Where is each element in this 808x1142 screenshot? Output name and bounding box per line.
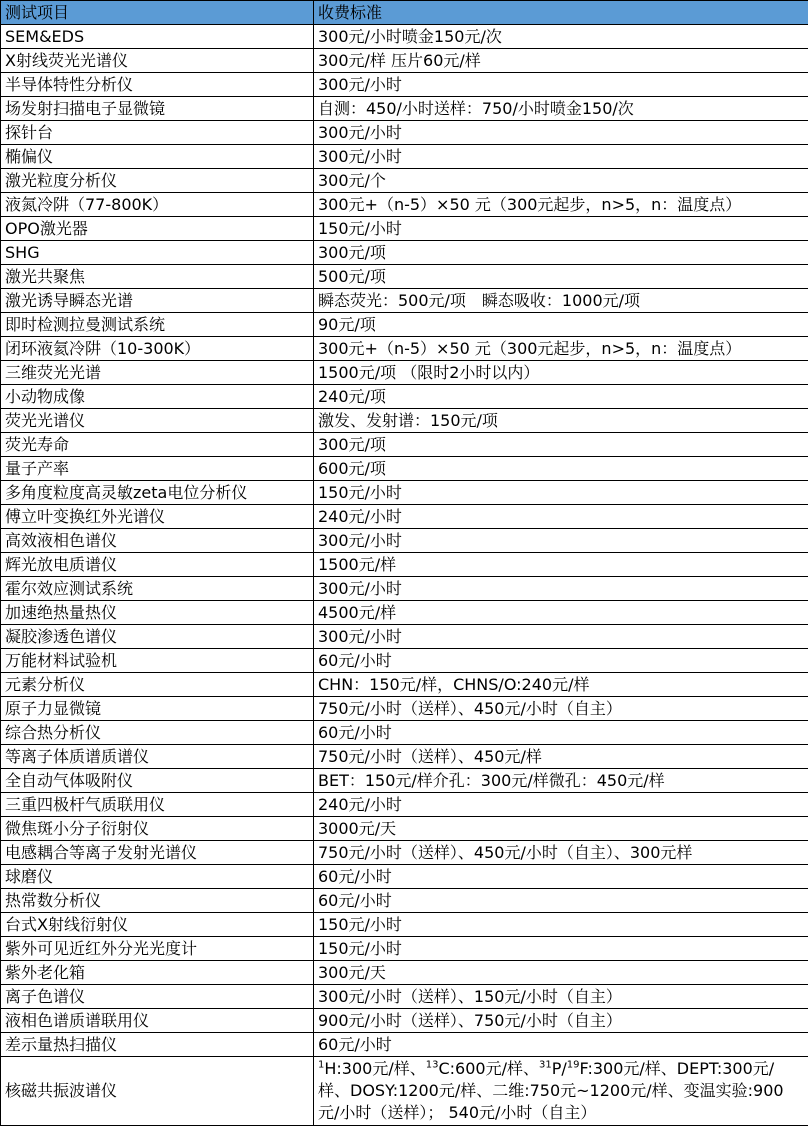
item-cell: SHG [1,241,314,265]
item-cell: 霍尔效应测试系统 [1,577,314,601]
fee-cell: 300元/小时（送样）、150元/小时（自主） [314,985,808,1009]
item-cell: 辉光放电质谱仪 [1,553,314,577]
fee-cell: 900元/小时（送样）、750元/小时（自主） [314,1009,808,1033]
item-cell: 热常数分析仪 [1,889,314,913]
fee-cell: 90元/项 [314,313,808,337]
table-row [1,1009,808,1033]
fee-cell: 60元/小时 [314,721,808,745]
item-cell: 荧光光谱仪 [1,409,314,433]
item-cell: 凝胶渗透色谱仪 [1,625,314,649]
table-row [1,265,808,289]
table-row [1,481,808,505]
fee-cell: 60元/小时 [314,649,808,673]
table-row [1,769,808,793]
item-cell: 综合热分析仪 [1,721,314,745]
fee-cell: 300元/小时 [314,145,808,169]
header-row [1,1,808,25]
item-cell: 即时检测拉曼测试系统 [1,313,314,337]
item-cell: 加速绝热量热仪 [1,601,314,625]
fee-segment: P/ [551,1059,567,1078]
fee-segment: F:300元/样、DEPT:300元/样、DOSY:1200元/样、二维:750元~1200元/样、变温实验:900元/小时（送样）； 540元/小时（自主） [318,1059,784,1122]
item-cell: 三维荧光光谱 [1,361,314,385]
fee-cell: 300元/小时 [314,121,808,145]
item-cell: 激光诱导瞬态光谱 [1,289,314,313]
fee-cell: 4500元/样 [314,601,808,625]
table-row [1,313,808,337]
fee-cell: 240元/小时 [314,793,808,817]
fee-cell: 150元/小时 [314,937,808,961]
fee-cell: 300元/小时 [314,73,808,97]
fee-cell: 750元/小时（送样）、450元/样 [314,745,808,769]
table-row [1,649,808,673]
table-row [1,1033,808,1057]
isotope-superscript: 13 [425,1059,439,1071]
fee-cell: 300元/小时 [314,577,808,601]
table-row [1,529,808,553]
item-cell: 激光共聚焦 [1,265,314,289]
table-row [1,145,808,169]
table-row [1,193,808,217]
table-row [1,505,808,529]
table-row [1,889,808,913]
item-cell: 微焦斑小分子衍射仪 [1,817,314,841]
fee-cell: 3000元/天 [314,817,808,841]
item-cell: 半导体特性分析仪 [1,73,314,97]
item-cell: 差示量热扫描仪 [1,1033,314,1057]
fee-cell: 自测：450/小时送样：750/小时喷金150/次 [314,97,808,121]
table-row [1,49,808,73]
table-row [1,577,808,601]
fee-cell: 60元/小时 [314,1033,808,1057]
table-row [1,721,808,745]
item-cell: 多角度粒度高灵敏zeta电位分析仪 [1,481,314,505]
table-row [1,913,808,937]
table-row [1,673,808,697]
fee-cell: 240元/项 [314,385,808,409]
item-cell: 紫外老化箱 [1,961,314,985]
fee-cell: 300元/个 [314,169,808,193]
fee-cell: 300元/天 [314,961,808,985]
table-row [1,745,808,769]
item-cell: 激光粒度分析仪 [1,169,314,193]
item-cell: 元素分析仪 [1,673,314,697]
table-row [1,217,808,241]
table-body [1,25,808,1057]
fee-cell: 150元/小时 [314,481,808,505]
table-row [1,625,808,649]
table-row [1,961,808,985]
fee-cell: 激发、发射谱：150元/项 [314,409,808,433]
item-cell: 三重四极杆气质联用仪 [1,793,314,817]
item-cell: 高效液相色谱仪 [1,529,314,553]
item-cell: 探针台 [1,121,314,145]
item-cell: 核磁共振波谱仪 [1,1057,314,1126]
fee-cell: 1500元/样 [314,553,808,577]
item-cell: X射线荧光光谱仪 [1,49,314,73]
table-row [1,841,808,865]
item-cell: 傅立叶变换红外光谱仪 [1,505,314,529]
isotope-superscript: 31 [538,1059,552,1071]
item-cell: 量子产率 [1,457,314,481]
fee-segment: C:600元/样、 [438,1059,539,1078]
table-row [1,97,808,121]
fee-cell: 750元/小时（送样）、450元/小时（自主） [314,697,808,721]
fee-cell: 300元+（n-5）×50 元（300元起步，n>5，n：温度点） [314,193,808,217]
fee-cell: 300元/项 [314,433,808,457]
item-cell: 万能材料试验机 [1,649,314,673]
table-row [1,1057,808,1126]
fee-cell: BET：150元/样介孔：300元/样微孔：450元/样 [314,769,808,793]
item-cell: 场发射扫描电子显微镜 [1,97,314,121]
fee-cell: 300元/项 [314,241,808,265]
table-row [1,457,808,481]
table-row [1,73,808,97]
isotope-superscript: 19 [566,1059,580,1071]
table-row [1,553,808,577]
fee-cell: 60元/小时 [314,865,808,889]
table-body-last [1,1057,808,1126]
item-cell: 台式X射线衍射仪 [1,913,314,937]
item-cell: 电感耦合等离子发射光谱仪 [1,841,314,865]
fee-cell: 600元/项 [314,457,808,481]
table-row [1,361,808,385]
item-cell: 原子力显微镜 [1,697,314,721]
table-row [1,385,808,409]
item-cell: 紫外可见近红外分光光度计 [1,937,314,961]
item-cell: 荧光寿命 [1,433,314,457]
fee-cell: 300元+（n-5）×50 元（300元起步，n>5，n：温度点） [314,337,808,361]
table-row [1,337,808,361]
item-cell: SEM&EDS [1,25,314,49]
table-row [1,865,808,889]
fee-cell: 300元/样 压片60元/样 [314,49,808,73]
item-cell: 闭环液氦冷阱（10-300K） [1,337,314,361]
header-item: 测试项目 [1,1,314,25]
item-cell: 椭偏仪 [1,145,314,169]
item-cell: 等离子体质谱质谱仪 [1,745,314,769]
fee-cell: 300元/小时 [314,529,808,553]
fee-cell: 750元/小时（送样）、450元/小时（自主）、300元样 [314,841,808,865]
table-row [1,409,808,433]
fee-cell: 300元/小时 [314,625,808,649]
item-cell: 离子色谱仪 [1,985,314,1009]
table-row [1,121,808,145]
table-row [1,937,808,961]
item-cell: 液相色谱质谱联用仪 [1,1009,314,1033]
fee-segment: H:300元/样、 [324,1059,426,1078]
table-row [1,697,808,721]
fee-cell: 240元/小时 [314,505,808,529]
header-fee: 收费标准 [314,1,808,25]
isotope-superscript: 1 [318,1059,325,1071]
item-cell: 全自动气体吸附仪 [1,769,314,793]
item-cell: 小动物成像 [1,385,314,409]
table-row [1,985,808,1009]
table-row [1,601,808,625]
fee-cell: 1500元/项 （限时2小时以内） [314,361,808,385]
table-row [1,25,808,49]
item-cell: 液氮冷阱（77-800K） [1,193,314,217]
table-row [1,169,808,193]
item-cell: 球磨仪 [1,865,314,889]
table-row [1,817,808,841]
fee-cell: 500元/项 [314,265,808,289]
fee-cell: 60元/小时 [314,889,808,913]
table-row [1,793,808,817]
fee-cell: 150元/小时 [314,913,808,937]
table-row [1,433,808,457]
fee-cell: 300元/小时喷金150元/次 [314,25,808,49]
table-row [1,241,808,265]
fee-cell: 瞬态荧光：500元/项 瞬态吸收：1000元/项 [314,289,808,313]
fee-cell [314,1057,808,1126]
item-cell: OPO激光器 [1,217,314,241]
table-row [1,289,808,313]
fee-cell: 150元/小时 [314,217,808,241]
fee-cell: CHN：150元/样，CHNS/O:240元/样 [314,673,808,697]
